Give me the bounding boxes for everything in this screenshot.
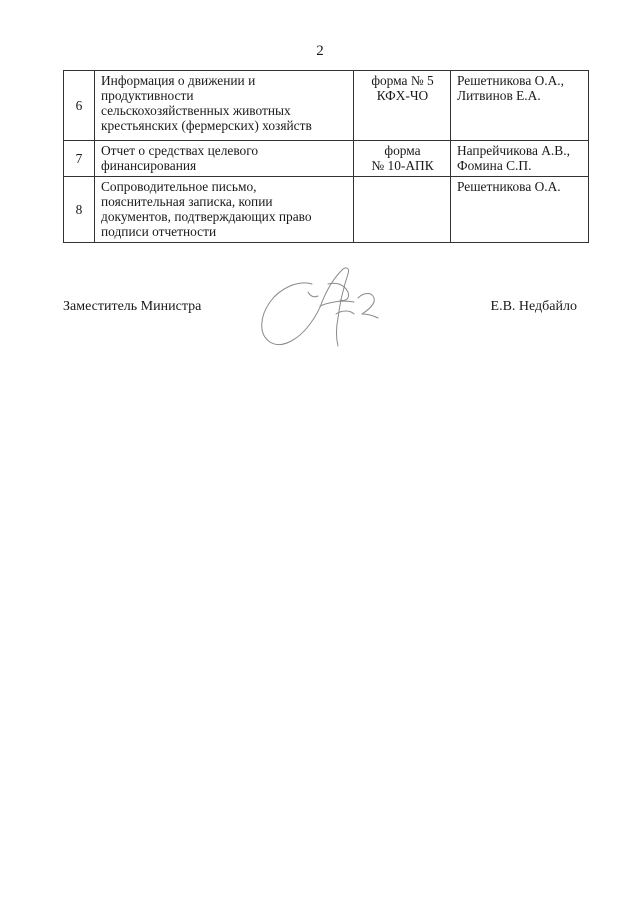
signature-block — [0, 299, 640, 359]
responsible-persons: Решетникова О.А., Литвинов Е.А. — [451, 71, 589, 141]
report-name: Сопроводительное письмо, пояснительная записка, копии документов, подтверждающих право подписи отчетности — [95, 177, 354, 243]
table-row — [64, 71, 589, 141]
signer-name: Е.В. Недбайло — [490, 299, 577, 314]
responsible-persons: Решетникова О.А. — [451, 177, 589, 243]
report-form-text: форма № 10-АПК — [371, 143, 434, 173]
row-number: 6 — [64, 71, 95, 141]
report-name: Информация о движении и продуктивности сельскохозяйственных животных крестьянских (фермерских) хозяйств — [95, 71, 354, 141]
row-number: 8 — [64, 177, 95, 243]
report-form — [354, 177, 451, 243]
responsible-persons: Напрейчикова А.В., Фомина С.П. — [451, 141, 589, 177]
table-row — [64, 177, 589, 243]
page-number: 2 — [316, 43, 324, 59]
report-form-text: форма № 5 КФХ-ЧО — [371, 73, 434, 103]
report-table — [63, 70, 589, 243]
report-name: Отчет о средствах целевого финансирования — [95, 141, 354, 177]
report-form — [354, 71, 451, 141]
signer-title: Заместитель Министра — [63, 299, 202, 314]
row-number: 7 — [64, 141, 95, 177]
table-row — [64, 141, 589, 177]
report-form — [354, 141, 451, 177]
